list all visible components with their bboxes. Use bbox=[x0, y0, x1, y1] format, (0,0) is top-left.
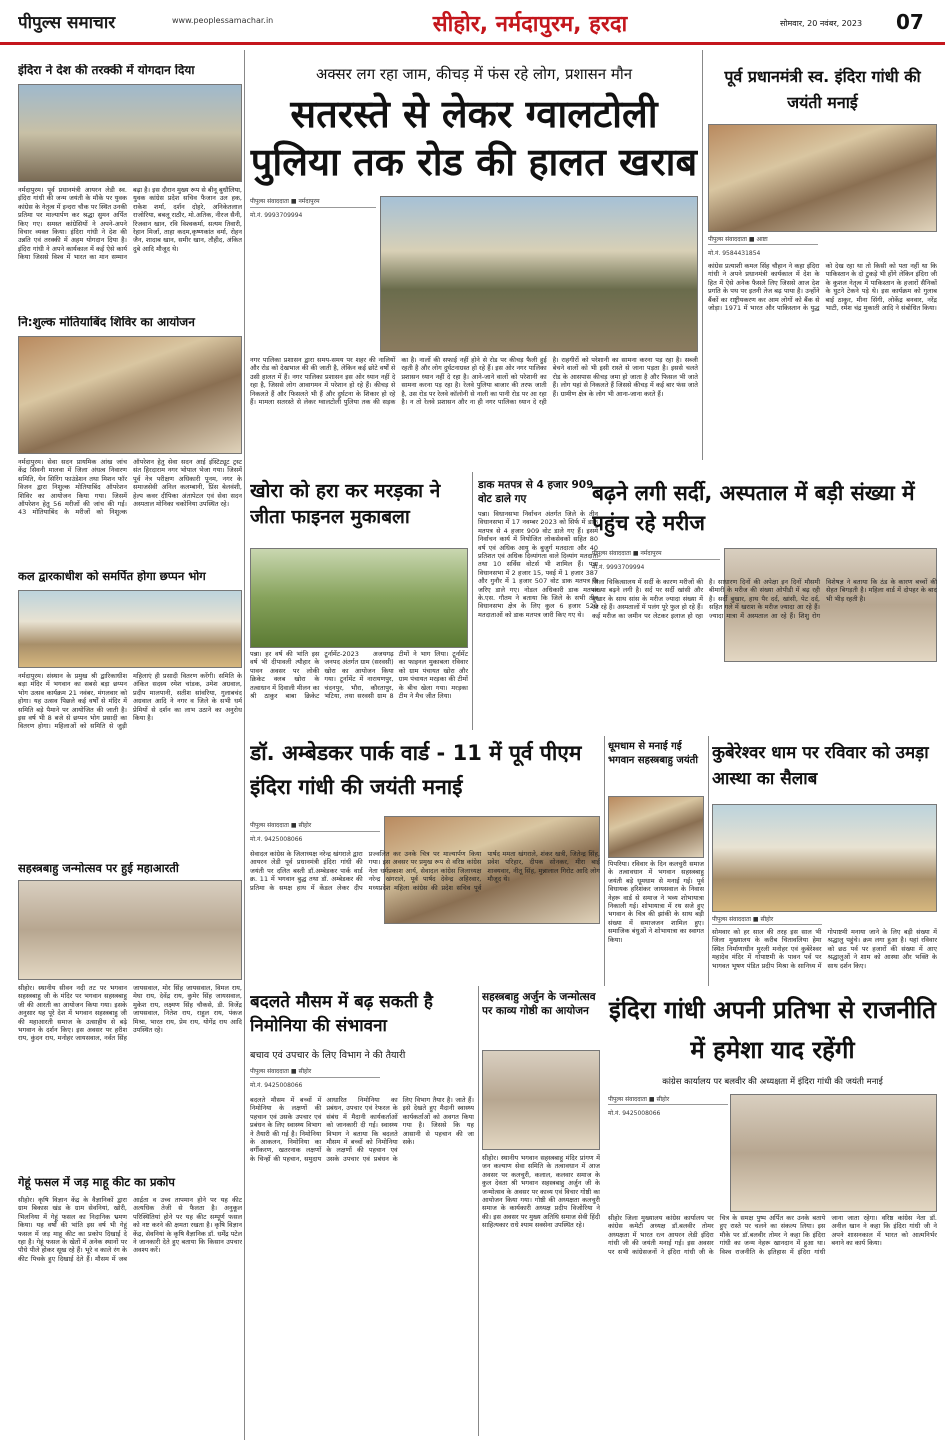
body-sahastrabahu-jayanti: पिपरिया। रविवार के दिन कलचुरी समाज के तत्वावधान में भगवान सहस्त्रबाहु जयंती बड़े धूमधाम से मनाई गई। पूर्व विधायक हरिशंकर जायसवाल के निवास नेहरू वार्ड से समाज ने भव्य शोभायात्रा निकाली गई। शोभायात्रा में रथ सजे हुए भगवान के चित्र की झांकी के साथ बड़ी संख्या में समाजजन शामिल हुए। समाजिक बंधुओं ने शोभायात्रा का स्वागत किया। bbox=[608, 860, 704, 944]
byline-satrasta: पीपुल्स संवाददाता ■ नर्मदापुरम bbox=[250, 196, 376, 208]
kicker-satrasta: अक्सर लग रहा जाम, कीचड़ में फंस रहे लोग, प्रशासन मौन bbox=[315, 65, 633, 83]
body-wheat-pest: सीहोर। कृषि विज्ञान केंद्र के वैज्ञानिकों द्वारा ग्राम बिकास खंड के ग्राम सेवनियां, खोरी, भिलनिया में गेहूं फसल का निदानिक भ्रमण किया। यह वर्षों की भांति इस वर्ष भी गेहूं फसल में जड़ माहू कीट का प्रकोप दिखाई दे रहा है। गेहूं फसल के खेतों में अनेक स्थानों पर पौधे पीले होकर सूख रहे हैं। भूरे व काले रंग के कीट पिचके हुए दिखाई देते हैं। मौसम में जब आर्द्रता व उच्च तापमान होने पर यह कीट अत्यधिक तेजी से फैलता है। अनुकूल परिस्थितियां होने पर यह कीट सम्पूर्ण फसल को नष्ट करने की क्षमता रखता है। कृषि विज्ञान केंद्र, सेवनियां के कृषि वैज्ञानिक डॉ. धर्मेंद्र पटेल ने जानकारी देते हुए बताया कि किसान उपचार अवश्य करें। bbox=[18, 1196, 242, 1263]
body-indira-tribute: नर्मदापुरम। पूर्व प्रधानमंत्री आयरन लेडी स्व. इंदिरा गांधी की जन्म जयंती के मौके पर युवक कांग्रेस के नेतृत्व में इन्दरा चौक पर स्थित उनकी प्रतिमा पर माल्यार्पण कर श्रद्धा सुमन अर्पित किए गए। समस्त कांग्रेसियों ने अपने-अपने विचार व्यक्त किया। इंदिरा गांधी ने देश की उन्नति एवं तरक्की में अहम योगदान दिया है। इंदिरा गांधी ने अपने कार्यकाल में कई ऐसे कार्य किया जिससे विश्व में भारत का मान सम्मान बढ़ा है। इस दौरान मुख्य रूप से बीनू बुधौलिया, युवक कांग्रेस प्रदेश सचिव फैजान उल हक, राकेश शर्मा, दर्शन दोहरे, अनिकेतलाल राजोरिया, बबलू राठौर, मो.अतिक, नीरज सैनी, रिजवान खान, रवि विश्वकर्मा, सत्यम तिवारी, रेहान मिर्जा, ताहा कदम,कृष्णकांत वर्मा, रोहन जैन, शादाब खान, समीर खान, तौहीद, अंकित दुबे आदि मौजूद थे। bbox=[18, 186, 242, 262]
newspaper-logo: पीपुल्स समाचार bbox=[18, 13, 116, 33]
website-url[interactable]: www.peoplessamachar.in bbox=[172, 16, 274, 25]
photo-aashta-event bbox=[708, 124, 937, 232]
photo-indira-statue bbox=[18, 84, 242, 182]
photo-temple-bhog bbox=[18, 590, 242, 668]
phone-pneumonia: मो.नं. 9425008066 bbox=[250, 1082, 303, 1089]
body-purva-pm: कांग्रेस प्रत्याशी कमल सिंह चौहान ने कहा इंदिरा गांधी ने अपने प्रधानमंत्री कार्यकाल में देश के हित में ऐसे अनेक फैसले लिए जिससे आज देश प्रगति के पथ पर इतनी तेज बढ़ पाया है। उन्होंने बैंकों का राष्ट्रीयकरण कर आम लोगों को बैंक से जोड़ा। 1971 में भारत और पाकिस्तान के युद्ध को देख रहा था तो किसी को पता नहीं था कि पाकिस्तान के दो टुकड़े भी होंगे लेकिन इंदिरा जी के कुशल नेतृत्व में पाकिस्तान के हजारों सैनिकों के घुटने टेकने पड़े थे। इस कार्यक्रम को गुलाब बाई ठाकुर, मीना सिंगी, लोकेंद्र बनवार, नरेंद्र भाटी, रमेश चंद्र मुकाती आदि ने संबोधित किया। bbox=[708, 262, 937, 313]
body-arjun-kavya: सीहोर। स्थानीय भगवान सहस्त्रबाहु मंदिर प्रांगण में जन कल्याण सेवा समिति के तत्वावधान में आज अवसर पर कलचुरी, कलाल, कलवार समाज के कुल देवता श्री भगवान सहस्त्रबाहु अर्जुन जी के जन्मोत्सव के अवसर पर काव्य एवं विचार गोष्ठी का आयोजन किया गया। गोष्ठी की अध्यक्षता कलचुरी समाज के कार्यकारी अध्यक्ष प्रदीप विजोरिया ने की। इस अवसर पर मुख्य अतिथि समाज सेवी हिंदी साहित्यकार राधे श्याम सक्सेना उपस्थित रहे। bbox=[482, 1154, 600, 1230]
phone-ambedkar: मो.नं. 9425008066 bbox=[250, 836, 303, 843]
headline-postal-vote: डाक मतपत्र से 4 हजार 909 वोट डाले गए bbox=[478, 479, 594, 505]
photo-cataract-patients bbox=[18, 336, 242, 454]
body-winter-patients: जिला चिकित्सालय में सर्दी के कारण मरीजों की संख्या बढ़ने लगी है। सर्द पर सर्दी खांसी और बुखार के साथ सांस के मरीज ज्यादा संख्या में आ रहे हैं। अस्पतालों में पलंग पूरे फुल हो रहे हैं। कई मरीज का जमीन पर लेटकर इलाज हो रहा है। साधारण दिनों की अपेक्षा इन दिनों मौसमी बीमारी के मरीज की संख्या ओपीडी में बढ़ रही है। सर्दी बुखार, हाथ पैर दर्द, खांसी, पेट दर्द, सहित गले में खराश के मरीज ज्यादा आ रहे हैं। ज्यादा मात्रा में अस्पताल आ रहे हैं। शिशु रोग विशेषज्ञ ने बताया कि ठंड के कारण बच्चों की सेहत बिगड़ती है। महिला वार्ड में दोपहर के बाद भी भीड़ रहती है। bbox=[592, 578, 937, 620]
phone-satrasta: मो.नं. 9993709994 bbox=[250, 212, 303, 219]
headline-kubereshwar: कुबेरेश्वर धाम पर रविवार को उमड़ा आस्था का सैलाब bbox=[712, 743, 929, 789]
photo-kubereshwar-crowd bbox=[712, 804, 937, 912]
headline-arjun-kavya: सहस्त्रबाहु अर्जुन के जन्मोत्सव पर काव्य गोष्ठी का आयोजन bbox=[482, 991, 596, 1017]
photo-congress-office bbox=[730, 1094, 937, 1212]
masthead bbox=[0, 0, 945, 42]
column-divider bbox=[478, 986, 479, 1436]
byline-pneumonia: पीपुल्स संवाददाता ■ सीहोर bbox=[250, 1066, 380, 1078]
body-dwarkadheesh: नर्मदापुरम। संस्थान के प्रमुख श्री द्वारिकाधीश बड़ा मंदिर में भगवान का सबसे बड़ा छप्पन भोग उत्सव कार्यक्रम 21 नवंबर, मंगलवार को होगा। यह उत्सव पिछले कई वर्षों से मंदिर में समिति बड़े पैमाने पर आयोजित की जाती है। इस वर्ष भी 8 बजे से छप्पन भोग प्रसादी का वितरण होगा। महिलाओं को समिति से जुड़ी महिलाएं ही प्रसादी वितरण करेंगी। समिति के अंकित सदस्य रमेश चांडक, उमेश अग्रवाल, प्रदीप मालपानी, सतीश सांवरिया, गुलाबचंद अग्रवाल आदि ने नगर व जिले के सभी धर्म प्रेमियों से दर्शन का लाभ उठाने का अनुरोध किया है। bbox=[18, 672, 242, 731]
headline-indira-tribute: इंदिरा ने देश की तरक्की में योगदान दिया bbox=[18, 64, 195, 77]
body-kubereshwar: सोमवार को हर साल की तरह इस साल भी जिला मुख्यालय के करीब चितावलिया हेमा स्थित निर्माणाधीन मुरली मनोहर एवं कुबेरेश्वर महादेव मंदिर में गोपाष्टमी के पावन पर्व पर भागवत भूषण पंडित प्रदीप मिश्रा के सानिध्य में गोपाष्टमी मनाया जाने के लिए बड़ी संख्या में श्रद्धालु पहुंचे। क्रम लगा हुआ है। यहां रविवार को छठ पर्व पर हजारों की संख्या में आए श्रद्धालुओं ने शाम को आस्था और भक्ति के साथ दर्शन किए। bbox=[712, 928, 937, 970]
subhead-indira-rajneeti: कांग्रेस कार्यालय पर बलवीर की अध्यक्षता में इंदिरा गांधी की जयंती मनाई bbox=[662, 1077, 883, 1087]
body-cataract-camp: नर्मदापुरम। सेवा सदन प्रायमिक आंख जांच केंद्र सिवनी मालवा में जिला अंधत्व निवारण समिति, येन सिरिंग फाउंडेशन तथा मिशन फॉर विजन द्वारा निशुल्क मोतियाबिंद ऑपरेशन शिविर का आयोजन किया गया। जिसमें ऑपरेशन हेतु 56 मरीजों की जांच की गई। 43 मोतियाबिंद के मरीजों को निशुल्क ऑपरेशन हेतु सेवा सदन आई इंस्टिट्यूट ट्रस्ट संत हिरदाराम नगर भोपाल भेजा गया। जिसमें पूर्व नेत्र परीक्षण अधिकारी पूनम, नगर के समाजसेवी अनिल कलम्बानी, प्रिंस बेलवंशी, हेल्प कवर दीपिका अंतापेटल एवं सेवा सदन अस्पताल मोनिका चकोनिया उपस्थित रहे। bbox=[18, 458, 242, 517]
headline-sahastrabahu-jayanti: धूमधाम से मनाई गई भगवान सहस्त्रबाहु जयंती bbox=[608, 741, 698, 766]
body-pneumonia: बदलते मौसम में बच्चों में निमोनिया के लक्षणों की पहचान एवं उसके उपचार एवं प्रबंधन के लिए स्वास्थ्य विभाग ने तैयारी की गई है। निमोनिया के आकलन, निमोनिया का वर्गीकरण, खतरनाक लक्षणों के चिन्हों की पहचान, समुदाय आधारित निमोनिया का प्रबंधन, उपचार एवं रेफरल के संबंध में मैदानी कार्यकर्ताओं को जानकारी दी गई। स्वास्थ्य विभाग ने बताया कि बदलते मौसम में बच्चों को निमोनिया के लक्षणों की पहचान एवं उसके उपचार एवं प्रबंधन के लिए विभाग तैयार है। जाते हैं। इसे देखते हुए मैदानी स्वास्थ्य कार्यकर्ताओं को अवगत किया गया है। जिससे कि यह आसानी से पहचान की जा सके। bbox=[250, 1096, 474, 1163]
headline-pneumonia: बदलते मौसम में बढ़ सकती है निमोनिया की संभावना bbox=[250, 992, 433, 1036]
byline-kubereshwar: पीपुल्स संवाददाता ■ सीहोर bbox=[712, 914, 822, 925]
photo-kavya-goshthi bbox=[482, 1050, 600, 1150]
byline-ambedkar: पीपुल्स संवाददाता ■ सीहोर bbox=[250, 820, 380, 832]
headline-purva-pm: पूर्व प्रधानमंत्री स्व. इंदिरा गांधी की जयंती मनाई bbox=[724, 67, 921, 112]
phone-winter: मो.नं. 9993709994 bbox=[592, 564, 645, 571]
section-title: सीहोर, नर्मदापुरम, हरदा bbox=[432, 12, 628, 37]
headline-ambedkar-park: डॉ. अम्बेडकर पार्क वार्ड - 11 में पूर्व पीएम इंदिरा गांधी की जयंती मनाई bbox=[250, 741, 582, 799]
column-divider bbox=[244, 50, 245, 1440]
headline-winter-patients: बढ़ने लगी सर्दी, अस्पताल में बड़ी संख्या में पहुंच रहे मरीज bbox=[592, 481, 915, 535]
headline-cataract-camp: नि:शुल्क मोतियाबिंद शिविर का आयोजन bbox=[18, 316, 195, 329]
column-divider bbox=[604, 736, 605, 986]
phone-indira-rajneeti: मो.नं. 9425008066 bbox=[608, 1110, 661, 1117]
column-divider bbox=[702, 50, 703, 460]
page-number: 07 bbox=[896, 10, 924, 34]
headline-satrasta: सतरस्ते से लेकर ग्वालटोली पुलिया तक रोड की हालत खराब bbox=[250, 92, 698, 184]
headline-wheat-pest: गेहूं फसल में जड़ माहू कीट का प्रकोप bbox=[18, 1176, 175, 1189]
column-divider bbox=[708, 736, 709, 986]
body-sahastrabahu-aarti: सीहोर। स्थानीय सीवन नदी तट पर भगवान सहस्त्रबाहु जी के मंदिर पर भगवान सहस्त्रबाहु जी की आरती का आयोजन किया गया। इसके अनुसार यह पूरे देश में भगवान सहस्त्रबाहु जी की महाआरती समाज के उत्साहीय से बढ़े भगवान के दर्शन किए। इस अवसर पर हरीश राय, कुंदन राय, मनोहर जायसवाल, नर्वत सिंह जायसवाल, मोर सिंह जायसवाल, विमल राय, मेघा राय, देवेंद्र राय, कुमेर सिंह जायसवाल, मुकेश राय, लक्ष्मण सिंह चौकसे, डी. विजेंद्र जायसवाल, नितेश राय, राहुल राय, पंकज मिश्रा, भारत राय, प्रेम राय, योगेंद्र राय आदि उपस्थित रहे। bbox=[18, 984, 242, 1043]
issue-date: सोमवार, 20 नवंबर, 2023 bbox=[780, 19, 863, 28]
headline-indira-rajneeti: इंदिरा गांधी अपनी प्रतिभा से राजनीति में हमेशा याद रहेंगी bbox=[609, 996, 936, 1064]
body-khora-final: पन्ना। हर वर्ष की भांति इस वर्ष भी दीपावली त्यौहार के पावन अवसर पर लोकी क्रिकेट क्लब खोरा के तत्वाधान में दिवाली मीलन का श्री ठाकुर बाबा क्रिकेट टूर्नामेंट-2023 अजयगढ़ जनपद अंतर्गत ग्राम (सरवसी) खोरा का आयोजन किया गया। टूर्नामेंट में नारायणपुर, चंदनपुर, भौरा, कौरतापुर, भटिया, तथा सरवसी ग्राम 8 टीमों ने भाग लिया। टूर्नामेंट का फाइनल मुकाबला रविवार को ग्राम पंचायत खोरा और ग्राम पंचायत मरड़का की टीमों के बीच खेला गया। मरड़का टीम ने मैच जीत लिया। bbox=[250, 650, 468, 701]
body-ambedkar-park: सेवादल कांग्रेस के जिलाध्यक्ष नरेन्द्र खंगराले द्वारा आयरन लेडी पूर्व प्रधानमंत्री इंदिरा गांधी की जयंती पर दलित बस्ती डॉ.अम्बेडकर पार्क वार्ड क्र. 11 में भगवान बुद्ध तथा डॉ. अम्बेडकर की प्रतिमा के समक्ष हाथ में केंडल लेकर दीप प्रज्वलित कर उनके चित्र पर माल्यार्पण किया गया। इस अवसर पर प्रमुख रूप से वरिष्ठ कांग्रेस नेता धर्मप्रकाश आर्य, सेवादल कांग्रेस जिलाध्यक्ष नरेन्द्र खंगराले, पूर्व पार्षद देवेन्द्र अहिरवार, मध्यप्रदेश महिला कांग्रेस की प्रदेश सचिव पूर्व पार्षद ममता खंगराले, शंकर खत्री, जितेन्द्र सिंह, प्रवेश परिहार, दीपक सोनकर, मीरा बाई शाक्यवार, नीतू सिंह, मुन्नालाल गिरोट आदि लोग मौजूद थे। bbox=[250, 850, 600, 892]
subhead-pneumonia: बचाव एवं उपचार के लिए विभाग ने की तैयारी bbox=[250, 1050, 406, 1061]
body-postal-vote: पन्ना। विधानसभा निर्वाचन अंतर्गत जिले के तीन विधानसभा में 17 नवम्बर 2023 को सिर्फ में डाक मतपत्र से 4 हजार 909 वोट डाले गए हैं। इसमें निर्वाचन कार्य में नियोजित लोकसेवकों सहित 80 वर्ष एवं अधिक आयु के बुजुर्ग मतदाता और 40 प्रतिशत एवं अधिक दिव्यांगता वाले दिव्यांग मतदाता तथा 10 सर्विस वोटर्स भी शामिल हैं। पन्ना विधानसभा में 2 हजार 15, पवई में 1 हजार 387 और गुनौर में 1 हजार 507 वोट डाक मतपत्र के जरिए डाले गए। नोडल अधिकारी डाक मतपत्र के.एस. गौतम ने बताया कि जिले के सभी तीन विधानसभा क्षेत्र के लिए कुल 6 हजार 520 मतदाताओं को डाक मतपत्र जारी किए गए थे। bbox=[478, 510, 598, 619]
headline-dwarkadheesh: कल द्वारकाधीश को समर्पित होगा छप्पन भोग bbox=[18, 570, 206, 583]
byline-winter: पीपुल्स संवाददाता ■ नर्मदापुरम bbox=[592, 548, 720, 560]
byline-purva-pm: पीपुल्स संवाददाता ■ आष्टा bbox=[708, 234, 818, 245]
masthead-rule bbox=[0, 42, 945, 45]
body-satrasta: नगर पालिका प्रशासन द्वारा समय-समय पर शहर की नालियों और रोड को देखभाल की की जाती है, लेकिन कई छोटे वर्षों से उसी हालत में हैं। नगर पालिका प्रशासन इस ओर ध्यान नहीं दे रहा है, जिससे लोग आवागमन में परेशान हो रहे हैं। कीचड़ से निकलते हैं और फिसलते भी हैं और दुर्घटना के शिकार हो रहे हैं। मामला सतरस्ते से लेकर ग्वालटोली पुलिया तक की सड़क का है। नालों की सफाई नहीं होने से रोड पर कीचड़ फैली हुई रहती है और लोग दुर्घटनाग्रस्त हो रहे हैं। इस ओर नगर पालिका प्रशासन ध्यान नहीं दे रहा है। आने-जाने वालों को परेशानी का सामना करना पड़ रहा है। रेलवे पुलिया बाजार की तरफ जाती है, उस रोड पर रेलवे कॉलोनी से नाली का पानी रोड पर आ रहा है। न तो रेलवे प्रशासन और ना ही नगर पालिका ध्यान दे रही है। राहगीरों को परेशानी का सामना करना पड़ रहा है। सब्जी बेचने वालों को भी इसी रास्ते से जाना पड़ता है। इससे चलते रोड के आसपास कीचड़ जमा हो जाता है और फिसल भी जाते हैं। लोग यहां से निकलते हैं जिससे कीचड़ में कई बार फंस जाते हैं। ग्रामीण क्षेत्र के लोग भी आना-जाना करते हैं। bbox=[250, 356, 698, 407]
headline-sahastrabahu-aarti: सहस्त्रबाहु जन्मोत्सव पर हुई महाआरती bbox=[18, 862, 179, 875]
photo-cricket-team bbox=[250, 548, 468, 648]
headline-khora-final: खोरा को हरा कर मरड़का ने जीता फाइनल मुकाबला bbox=[250, 480, 441, 528]
column-divider bbox=[472, 472, 473, 730]
photo-procession bbox=[608, 796, 704, 858]
phone-purva-pm: मो.नं. 9584431854 bbox=[708, 250, 761, 257]
photo-aarti bbox=[18, 880, 242, 980]
body-indira-rajneeti: सीहोर जिला मुख्यालय कांग्रेस कार्यालय पर कांग्रेस कमेटी अध्यक्ष डॉ.बलवीर तोमर अध्यक्षता में भारत रत्न आयरन लेडी इंदिरा गांधी जी की जयंती मनाई गई। इस अवसर पर सभी कांग्रेसजनों ने इंदिरा गांधी जी के चित्र के समक्ष पुष्प अर्पित कर उनके बताये हुए रास्ते पर चलने का संकल्प लिया। इस मौके पर डॉ.बलवीर तोमर ने कहा कि इंदिरा गांधी का जन्म नेहरू खानदान में हुआ था। विश्व राजनीति के इतिहास में इंदिरा गांधी जाना जाता रहेगा। वरिष्ठ कांग्रेस नेता डॉ. अनील खान ने कहा कि इंदिरा गांधी जी ने अपने शासनकाल में भारत को आत्मनिर्भर बनाने का कार्य किया। bbox=[608, 1214, 937, 1256]
byline-indira-rajneeti: पीपुल्स संवाददाता ■ सीहोर bbox=[608, 1094, 728, 1105]
